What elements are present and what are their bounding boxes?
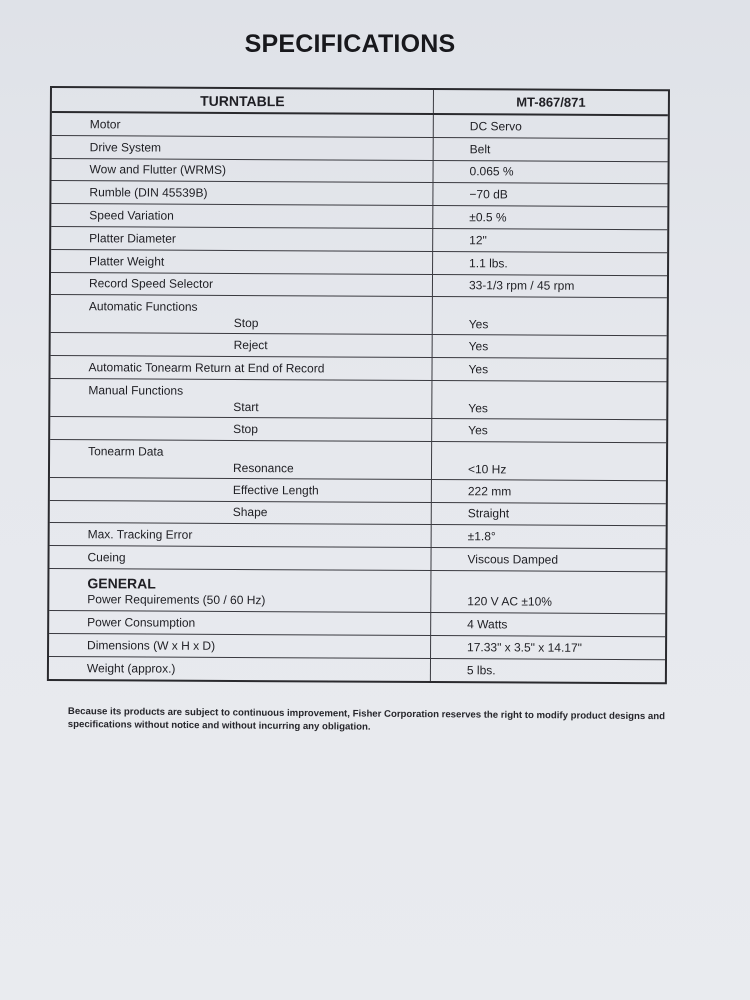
row-value: 1.1 lbs.	[469, 255, 508, 271]
row-value: DC Servo	[469, 119, 522, 134]
dimensions-value: 17.33" x 3.5" x 14.17"	[467, 639, 582, 655]
effective-length-label: Effective Length	[50, 478, 432, 502]
page-title: SPECIFICATIONS	[244, 30, 456, 58]
tonearm-data-row	[50, 440, 666, 481]
automatic-functions-label: Automatic Functions	[88, 299, 198, 315]
header-model: MT-867/871	[516, 94, 586, 110]
row-label: Drive System	[52, 136, 434, 160]
table-header	[52, 88, 668, 116]
row-value: Belt	[469, 141, 491, 156]
table-row	[51, 273, 667, 299]
row-label: Max. Tracking Error	[50, 523, 432, 547]
row-label: Platter Diameter	[51, 227, 433, 251]
row-label: Wow and Flutter (WRMS)	[52, 159, 434, 183]
table-row	[52, 113, 668, 139]
auto-stop-label: Stop	[233, 316, 259, 331]
row-label: Automatic Tonearm Return at End of Record	[50, 356, 432, 380]
manual-stop-value: Yes	[468, 423, 488, 438]
tonearm-return-row	[50, 356, 666, 382]
auto-reject-value: Yes	[468, 339, 489, 354]
row-label: Record Speed Selector	[51, 273, 433, 297]
row-value: −70 dB	[469, 187, 508, 202]
row-value: 0.065 %	[469, 164, 514, 179]
weight-value: 5 lbs.	[466, 663, 496, 678]
power-req-value: 120 V AC ±10%	[467, 594, 552, 609]
header-turntable: TURNTABLE	[52, 88, 434, 113]
manual-functions-label: Manual Functions	[88, 383, 184, 398]
row-label: Motor	[52, 113, 434, 137]
tonearm-data-label: Tonearm Data	[88, 443, 164, 459]
auto-stop-value: Yes	[468, 317, 489, 332]
footnote: Because its products are subject to continuous improvement, Fisher Corporation reserves the right to modify product designs and specifications without notice and without incurring any obligation.	[67, 705, 666, 733]
spec-table	[47, 86, 670, 685]
auto-reject-label: Reject	[51, 333, 433, 357]
table-row	[52, 159, 668, 185]
row-value: 33-1/3 rpm / 45 rpm	[468, 278, 575, 294]
shape-row	[50, 501, 666, 527]
table-row	[51, 204, 667, 230]
row-label: Speed Variation	[51, 204, 433, 228]
auto-reject-row	[51, 333, 667, 359]
dimensions-row	[49, 634, 665, 660]
effective-length-row	[50, 478, 666, 504]
row-label: Rumble (DIN 45539B)	[51, 181, 433, 205]
row-value: Viscous Damped	[467, 552, 559, 567]
row-label: Cueing	[49, 546, 431, 570]
row-value: Yes	[468, 362, 489, 377]
shape-value: Straight	[467, 506, 510, 521]
row-value: ±0.5 %	[469, 210, 507, 225]
row-value: ±1.8°	[467, 529, 496, 544]
table-row	[51, 250, 667, 276]
power-req-label: Power Requirements (50 / 60 Hz)	[87, 592, 266, 608]
table-row	[52, 136, 668, 162]
manual-stop-label: Stop	[50, 417, 432, 441]
manual-functions-row	[50, 379, 666, 420]
manual-start-value: Yes	[468, 401, 488, 416]
manual-start-label: Start	[233, 399, 259, 415]
resonance-label: Resonance	[232, 460, 294, 476]
automatic-functions-row	[51, 295, 667, 336]
table-row	[51, 227, 667, 253]
shape-label: Shape	[50, 501, 432, 525]
power-cons-value: 4 Watts	[467, 617, 508, 632]
table-row	[51, 181, 667, 207]
weight-label: Weight (approx.)	[49, 657, 431, 682]
weight-row	[49, 657, 665, 683]
power-consumption-row	[49, 611, 665, 637]
resonance-value: <10 Hz	[467, 461, 507, 477]
tracking-error-row	[50, 523, 666, 549]
general-heading: GENERAL	[87, 575, 156, 592]
general-power-req-row	[49, 569, 665, 614]
row-label: Platter Weight	[51, 250, 433, 274]
manual-stop-row	[50, 417, 666, 443]
cueing-row	[49, 546, 665, 572]
effective-length-value: 222 mm	[467, 483, 512, 499]
row-value: 12"	[469, 233, 487, 248]
dimensions-label: Dimensions (W x H x D)	[49, 634, 431, 658]
power-cons-label: Power Consumption	[49, 611, 431, 635]
